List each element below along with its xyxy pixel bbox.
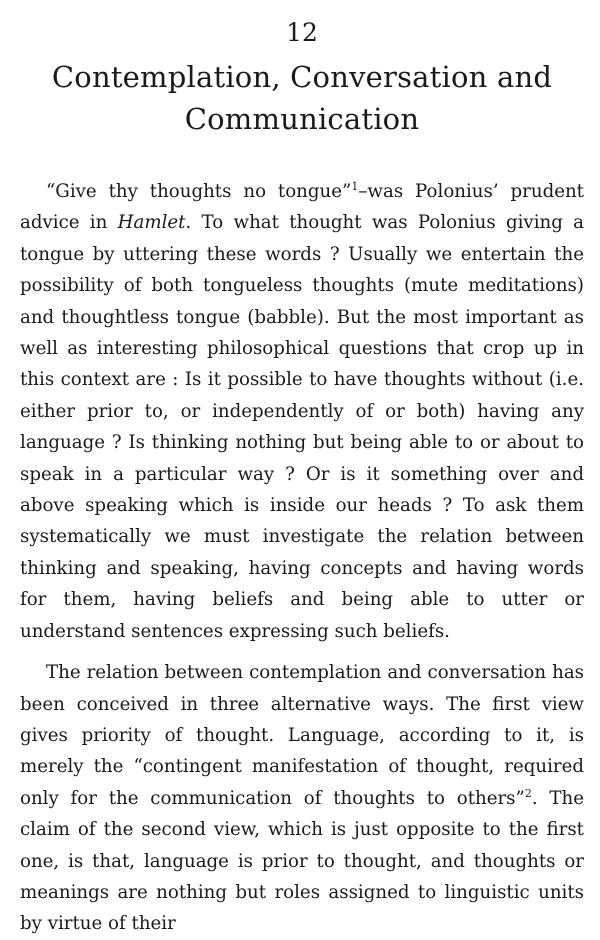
paragraph-1	[20, 176, 584, 647]
paragraph-1-text: . To what thought was Polonius giving a tongue by uttering these words ? Usually we entertain the possibility of both tongueless thoughts (mute meditations) and thoughtless tongue (babble). But the most important as well as interesting philosophical questions that crop up in this context are : Is it possible to have thoughts without (i.e. either prior to, or independently of or both) having any language ? Is thinking nothing but being able to or about to speak in a particular way ? Or is it something over and above speaking which is inside our heads ? To ask them systematically we must investigate the relation between thinking and speaking, having concepts and having words for them, having beliefs and being able to utter or understand sentences expressing such beliefs.	[20, 212, 584, 642]
paragraph-2-text: . The claim of the second view, which is just opposite to the first one, is that, language is prior to thought, and thoughts or meanings are nothing but roles assigned to linguistic units by virtue of their	[20, 787, 585, 935]
chapter-number: 12	[286, 18, 318, 47]
work-title-hamlet: Hamlet	[117, 212, 186, 234]
footnote-ref-2: 2	[524, 786, 532, 800]
paragraph-2	[20, 657, 584, 940]
paragraph-1-text: –was Polonius’ prudent advice in	[20, 181, 584, 234]
paragraph-2-text: The relation between contemplation and conversation has been conceived in three alternative ways. The first view gives priority of thought. Language, according to it, is merely the “contingent manifestation of thought, required only for the communication of thoughts to others”	[20, 662, 584, 809]
chapter-title: Contemplation, Conversation and Communication	[51, 60, 553, 136]
paragraph-1-text: “Give thy thoughts no tongue”	[46, 181, 352, 202]
footnote-ref-1: 1	[351, 179, 359, 193]
